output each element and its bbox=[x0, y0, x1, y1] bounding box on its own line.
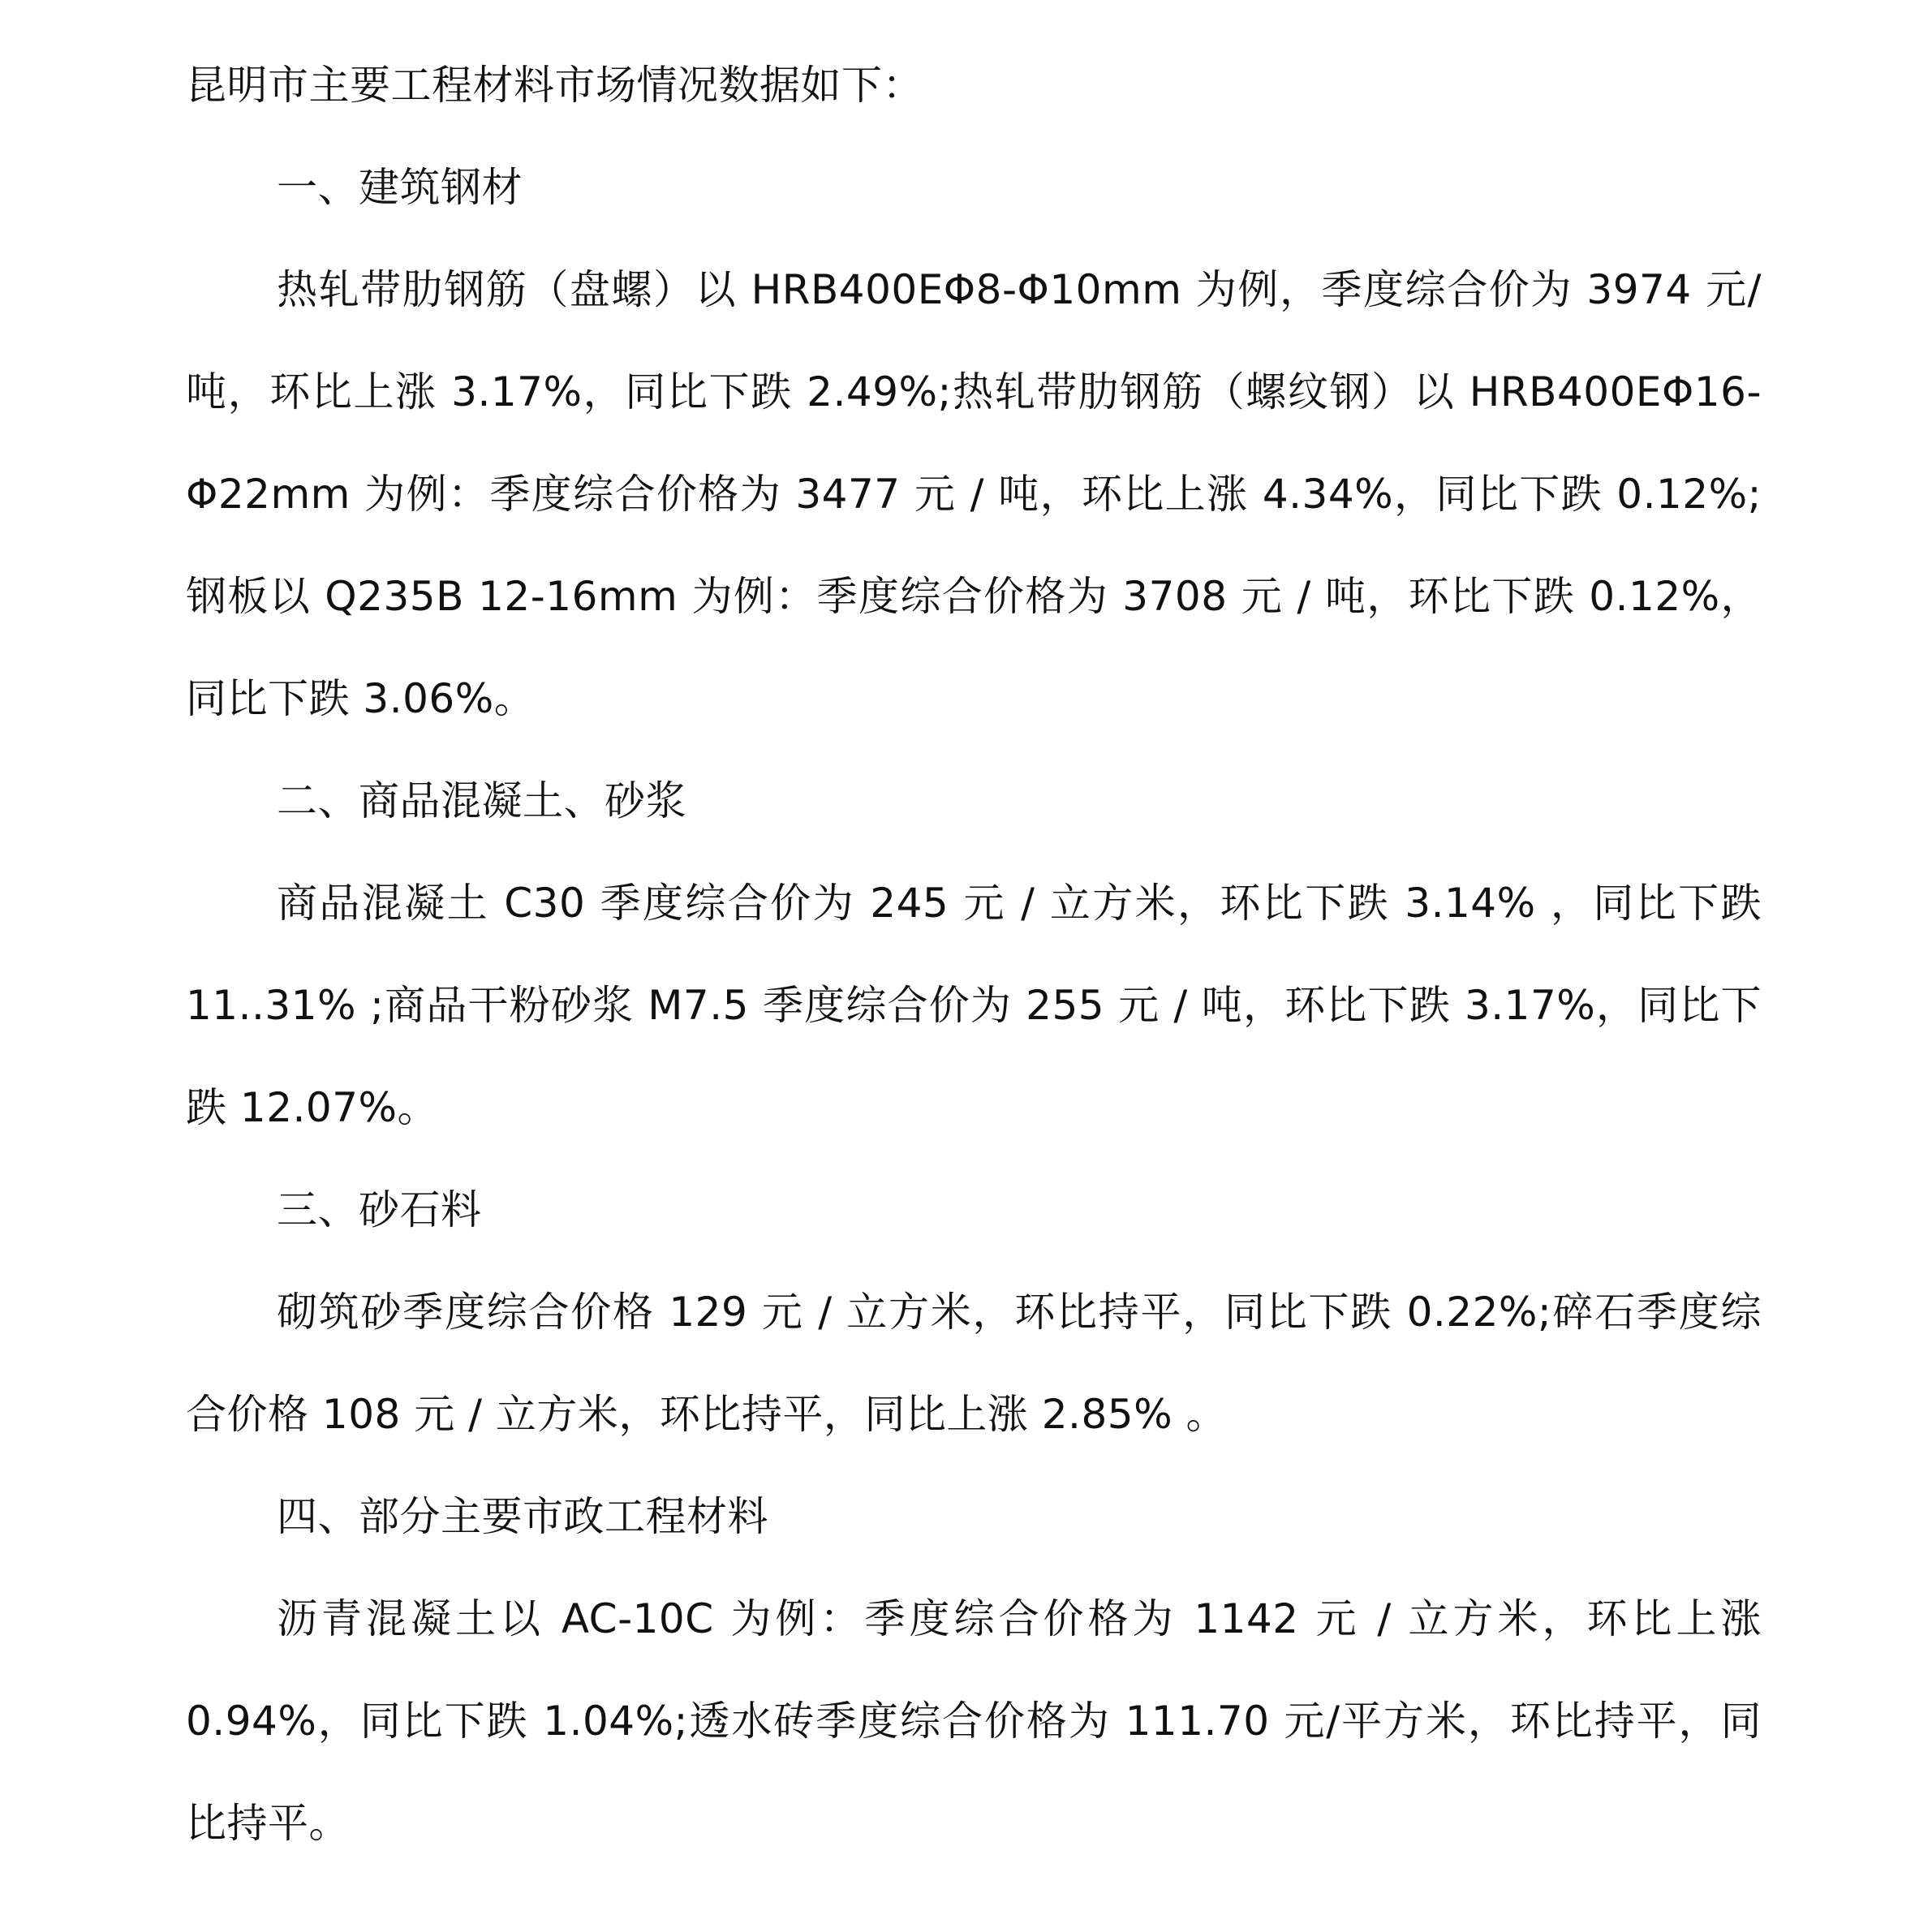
section-body-concrete: 商品混凝土 C30 季度综合价为 245 元 / 立方米，环比下跌 3.14% ，同比下跌 11..31% ;商品干粉砂浆 M7.5 季度综合价为 255 元 / 吨，环比下跌 3.17%，同比下跌 12.07%。 bbox=[186, 880, 1762, 1131]
section-body-steel: 热轧带肋钢筋（盘螺）以 HRB400EΦ8-Φ10mm 为例，季度综合价为 3974 元/吨，环比上涨 3.17%，同比下跌 2.49%;热轧带肋钢筋（螺纹钢）以 HRB400EΦ16-Φ22mm 为例：季度综合价格为 3477 元 / 吨，环比上涨 4.34%，同比下跌 0.12%;钢板以 Q235B 12-16mm 为例：季度综合价格为 3708 元 / 吨，环比下跌 0.12%，同比下跌 3.06%。 bbox=[186, 266, 1762, 722]
section-heading-municipal: 四、部分主要市政工程材料 bbox=[277, 1493, 768, 1540]
document-body bbox=[186, 34, 1762, 1874]
section-body-aggregate: 砌筑砂季度综合价格 129 元 / 立方米，环比持平，同比下跌 0.22%;碎石季度综合价格 108 元 / 立方米，环比持平，同比上涨 2.85% 。 bbox=[186, 1289, 1762, 1438]
intro-text: 昆明市主要工程材料市场情况数据如下： bbox=[186, 62, 923, 109]
section-heading-aggregate: 三、砂石料 bbox=[277, 1186, 482, 1233]
section-heading-steel: 一、建筑钢材 bbox=[277, 164, 523, 211]
section-body-municipal: 沥青混凝土以 AC-10C 为例：季度综合价格为 1142 元 / 立方米，环比上涨 0.94%，同比下跌 1.04%;透水砖季度综合价格为 111.70 元/平方米，环比持平，同比持平。 bbox=[186, 1595, 1762, 1847]
section-heading-concrete: 二、商品混凝土、砂浆 bbox=[277, 777, 686, 824]
